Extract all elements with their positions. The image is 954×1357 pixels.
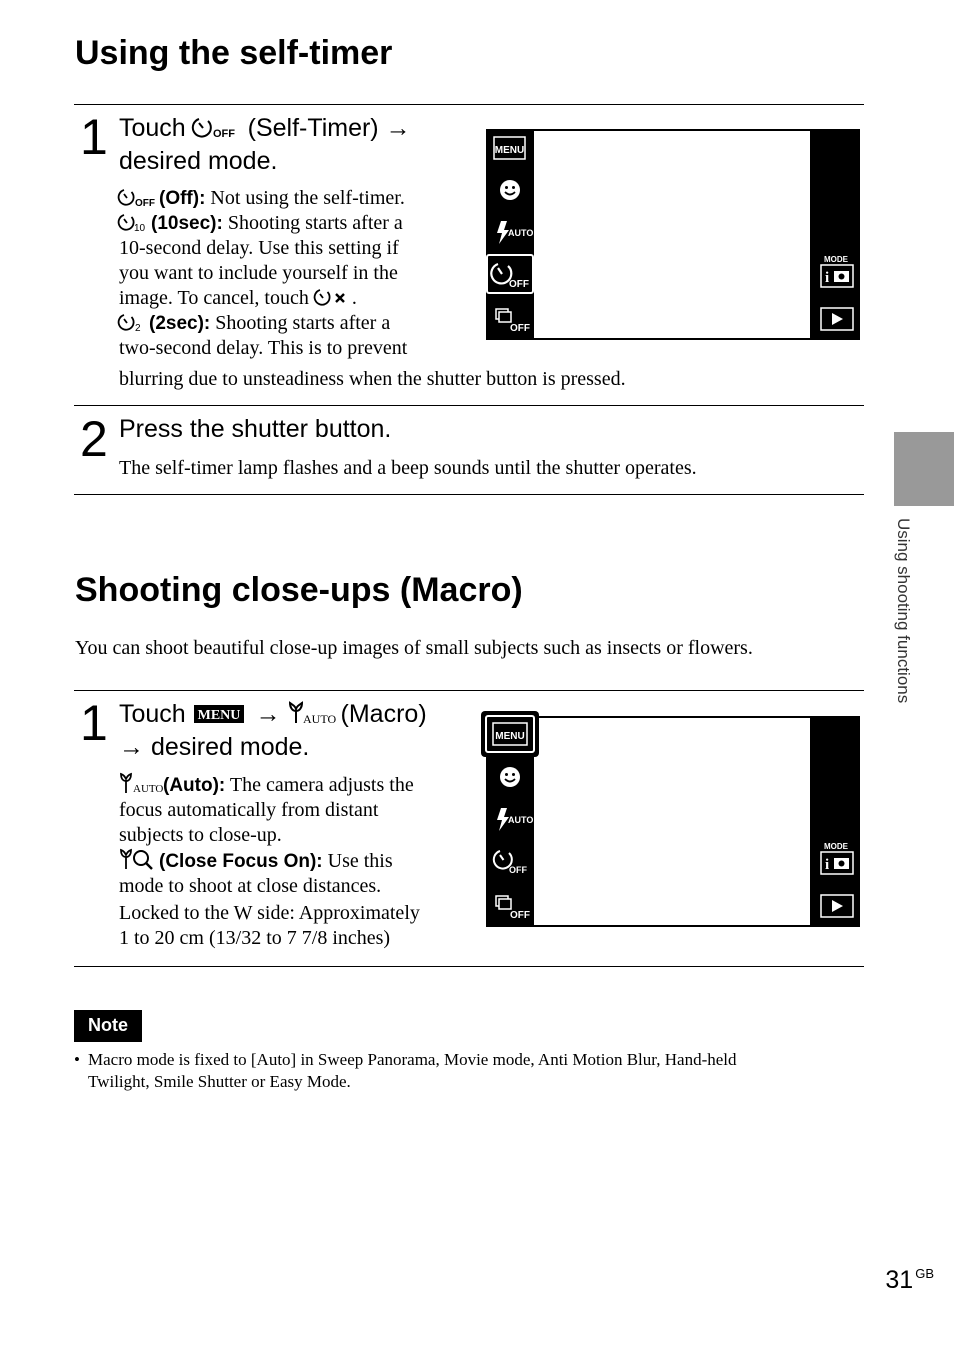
smile-icon[interactable] xyxy=(492,175,528,207)
mode-button[interactable] xyxy=(819,838,855,878)
timer-off-label: OFF xyxy=(509,279,529,290)
svg-text:2: 2 xyxy=(135,323,141,334)
note-bullet: • xyxy=(74,1050,80,1069)
mode-label: MODE xyxy=(824,842,848,851)
step-body: The self-timer lamp flashes and a beep sounds until the shutter operates. xyxy=(119,457,697,479)
self-timer-cancel-icon xyxy=(314,287,348,307)
note-badge: Note xyxy=(74,1010,142,1042)
menu-label: MENU xyxy=(494,145,525,156)
section-title-macro: Shooting close-ups (Macro) xyxy=(75,571,523,609)
section-title-self-timer: Using the self-timer xyxy=(75,34,393,72)
step-body: OFF (Off): Not using the self-timer. 10 (10sec): Shooting starts after a 10-second delay. Use this setting if you want to include yourself in the image. To cancel, touch . 2 (2sec): Shooting starts after a two-second delay. This is to prevent xyxy=(119,187,408,359)
svg-text:10: 10 xyxy=(134,223,146,234)
self-timer-2sec-icon xyxy=(119,312,145,332)
macro-auto-icon xyxy=(288,701,336,726)
lcd-preview xyxy=(534,718,810,925)
step-heading: Press the shutter button. xyxy=(119,415,392,443)
playback-button[interactable] xyxy=(819,893,855,919)
flash-auto-label: AUTO xyxy=(508,815,534,825)
step-number: 2 xyxy=(80,411,108,467)
mode-label: MODE xyxy=(824,255,848,264)
self-timer-button-selected[interactable] xyxy=(486,254,534,294)
chapter-label: Using shooting functions xyxy=(894,518,913,704)
chapter-tab xyxy=(894,432,954,506)
self-timer-off-icon xyxy=(193,115,237,139)
flash-auto-label: AUTO xyxy=(508,228,534,238)
step-number: 1 xyxy=(80,109,108,165)
note-text: Macro mode is fixed to [Auto] in Sweep Panorama, Movie mode, Anti Motion Blur, Hand-held Twilight, Smile Shutter or Easy Mode. xyxy=(88,1050,737,1091)
divider xyxy=(74,690,864,691)
lcd-preview xyxy=(534,131,810,338)
divider xyxy=(74,966,864,967)
divider xyxy=(74,405,864,406)
svg-text:i: i xyxy=(825,270,830,286)
flash-auto-icon[interactable] xyxy=(492,804,534,836)
menu-button-selected[interactable] xyxy=(481,711,539,757)
self-timer-off-icon xyxy=(119,187,155,207)
selection-frame xyxy=(485,715,535,753)
burst-off-label: OFF xyxy=(510,910,530,921)
smile-icon[interactable] xyxy=(492,762,528,794)
macro-auto-icon xyxy=(119,772,164,795)
page-number: 31 $^{GB}$ xyxy=(885,1266,934,1294)
camera-screen xyxy=(486,129,860,340)
timer-off-label: OFF xyxy=(509,865,527,875)
close-focus-icon xyxy=(119,848,155,870)
step-body: AUTO (Auto): The camera adjusts the focus automatically from distant subjects to close-up. (Close Focus On): Use this mode to shoot at close distances. Locked to the W side: Approximately 1 to 20 cm (13/32 to 7 7/8 inches) xyxy=(119,774,420,949)
mode-button[interactable] xyxy=(819,251,855,291)
section-intro: You can shoot beautiful close-up images of small subjects such as insects or flowers. xyxy=(75,637,753,659)
burst-off-label: OFF xyxy=(510,323,530,334)
self-timer-10sec-icon xyxy=(119,212,147,232)
svg-text:MENU: MENU xyxy=(197,708,241,723)
divider xyxy=(74,494,864,495)
step-heading: Touch OFF (Self-Timer) → desired mode. xyxy=(119,114,411,175)
self-timer-off-icon[interactable] xyxy=(492,846,528,878)
step-heading: Touch MENU → AUTO (Macro) → desired mode. xyxy=(119,700,427,761)
svg-text:OFF: OFF xyxy=(135,198,155,209)
step-number: 1 xyxy=(80,695,108,751)
svg-text:AUTO: AUTO xyxy=(302,712,336,726)
camera-screen xyxy=(486,716,860,927)
svg-text:OFF: OFF xyxy=(212,128,235,140)
svg-text:i: i xyxy=(825,857,830,873)
step-body-continued: blurring due to unsteadiness when the shutter button is pressed. xyxy=(119,368,626,390)
menu-label: MENU xyxy=(495,731,525,742)
menu-icon xyxy=(193,703,245,725)
svg-text:AUTO: AUTO xyxy=(133,783,164,795)
burst-off-icon[interactable] xyxy=(492,305,528,337)
playback-button[interactable] xyxy=(819,306,855,332)
divider xyxy=(74,104,864,105)
burst-off-icon[interactable] xyxy=(492,892,528,924)
flash-auto-icon[interactable] xyxy=(492,217,534,249)
menu-button[interactable] xyxy=(492,133,528,165)
